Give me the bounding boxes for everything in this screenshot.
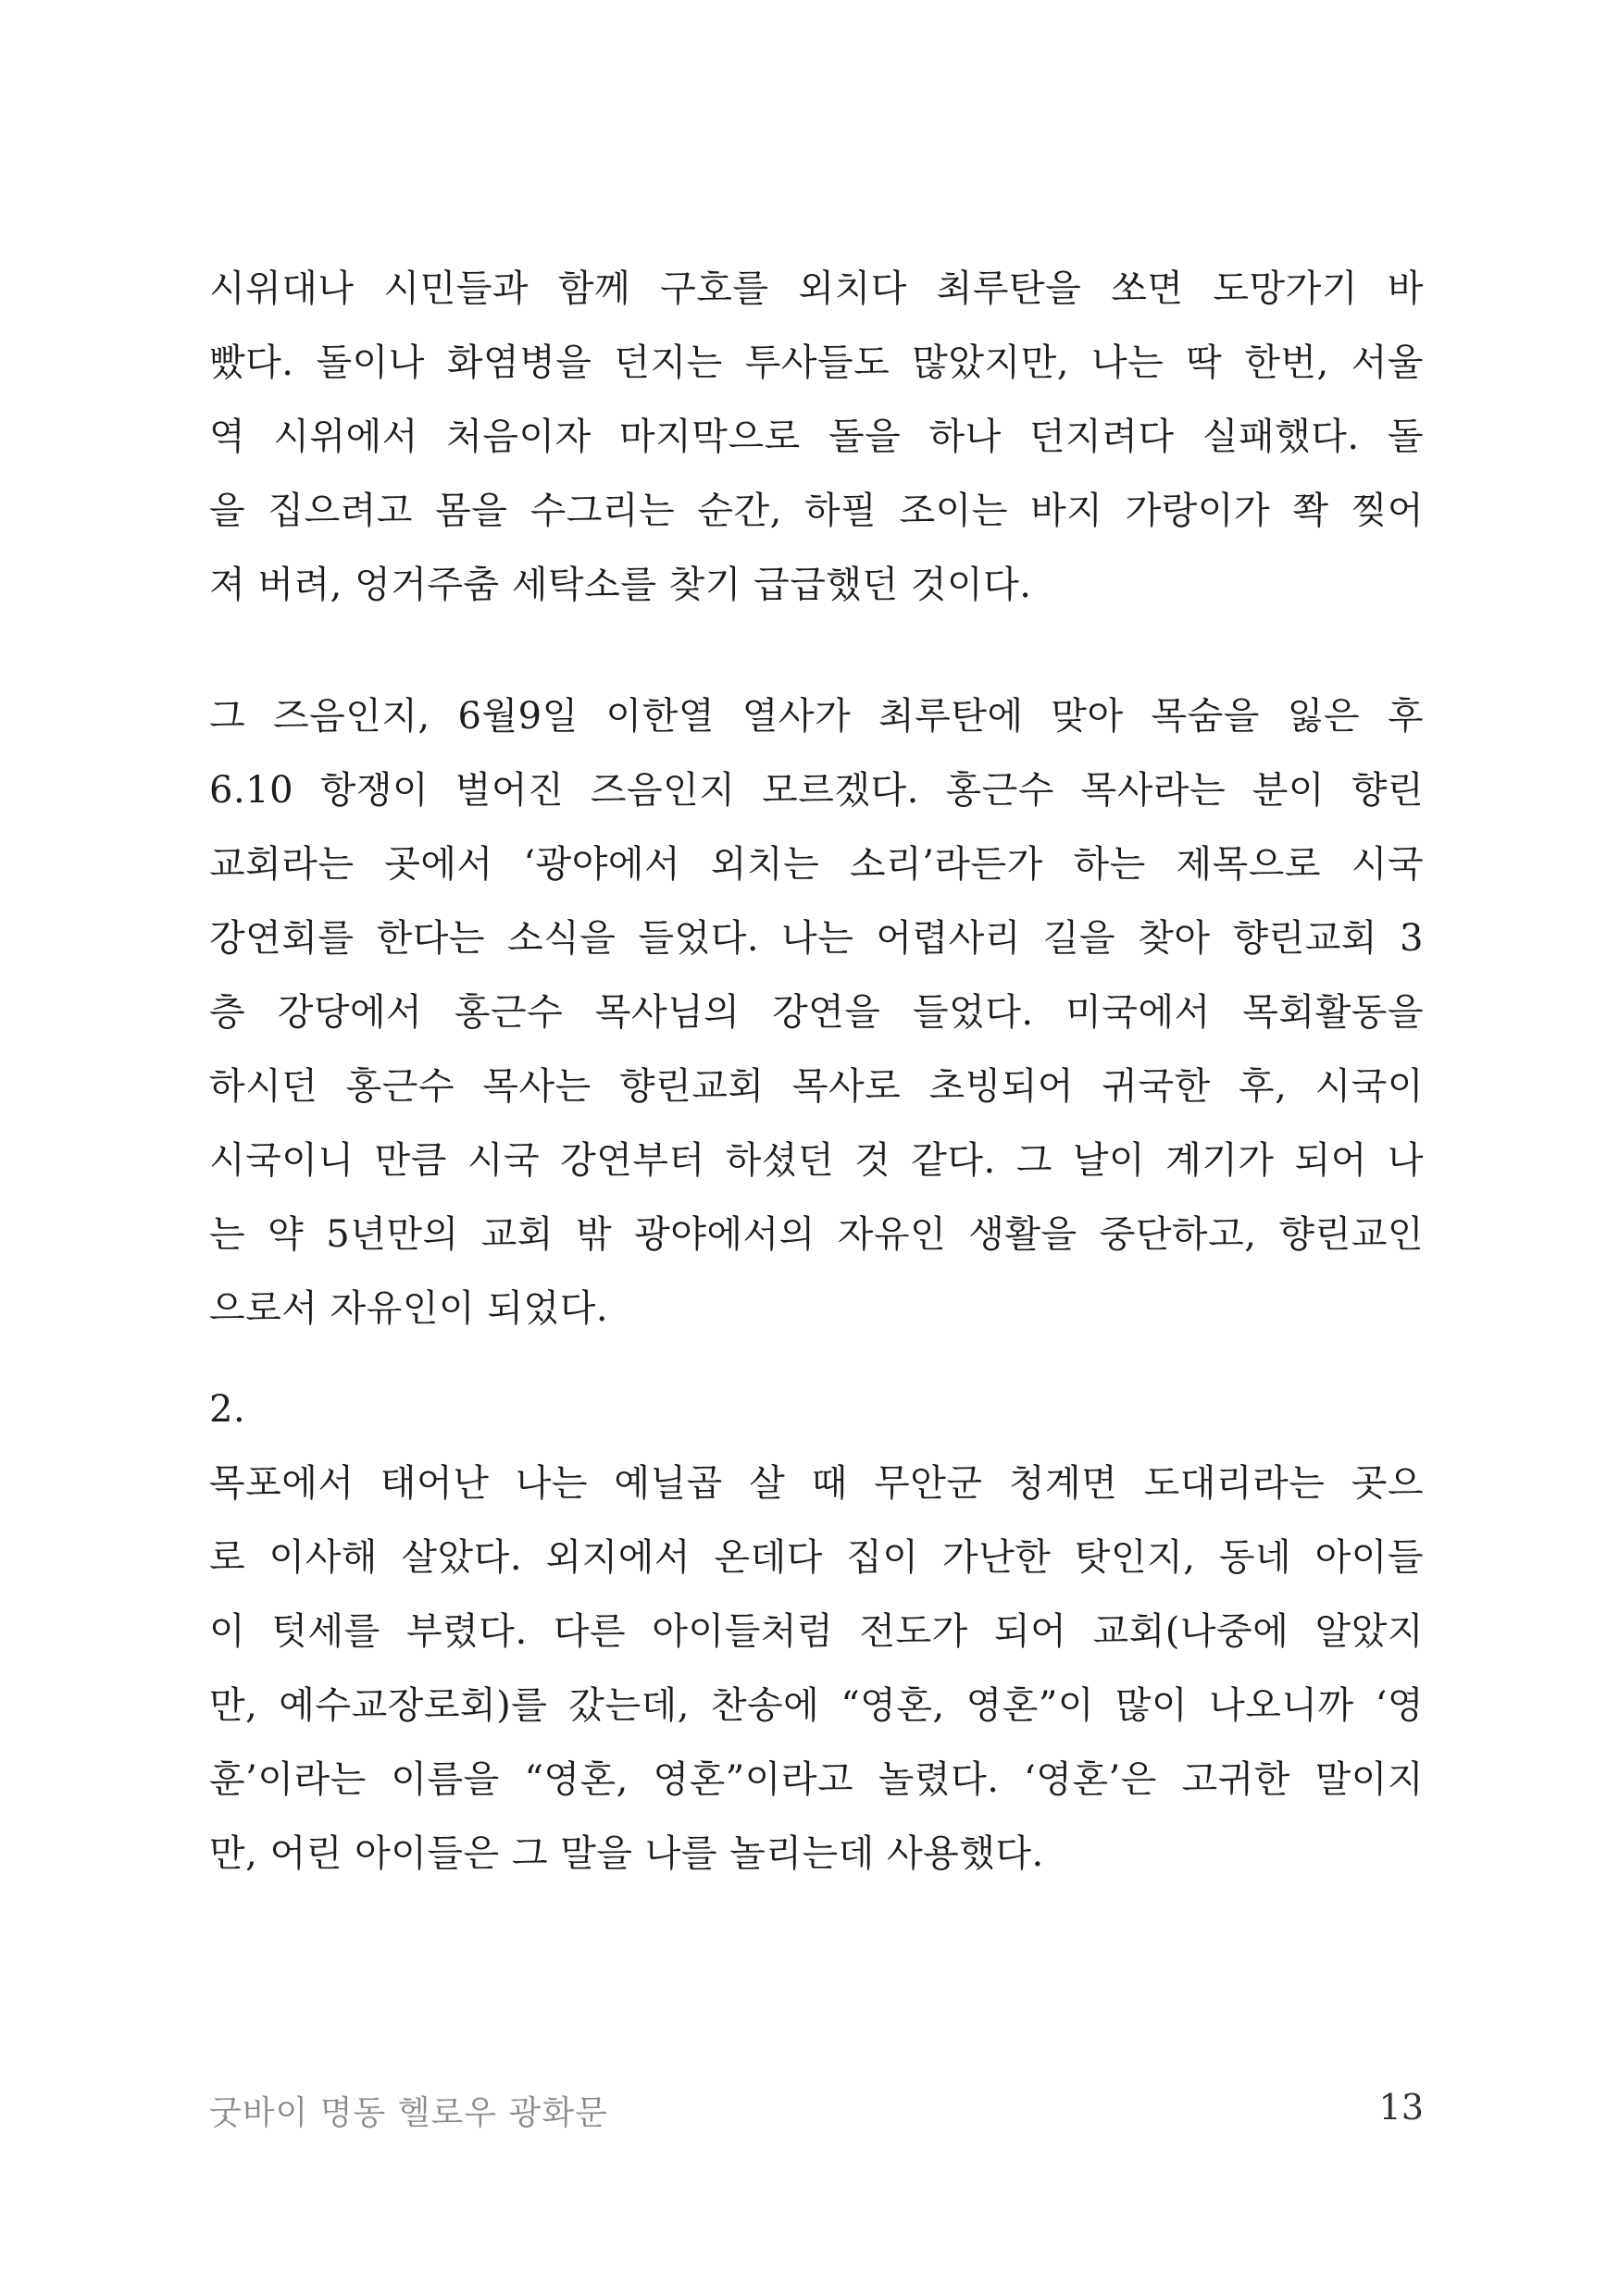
paragraph-line: 역 시위에서 처음이자 마지막으로 돌을 하나 던지려다 실패했다. 돌	[209, 416, 1424, 458]
paragraph-line: 목포에서 태어난 나는 예닐곱 살 때 무안군 청계면 도대리라는 곳으	[209, 1462, 1424, 1505]
paragraph-line: 으로서 자유인이 되었다.	[209, 1287, 609, 1330]
paragraph-line: 이 텃세를 부렸다. 다른 아이들처럼 전도가 되어 교회(나중에 알았지	[209, 1610, 1424, 1653]
paragraph-line: 시국이니 만큼 시국 강연부터 하셨던 것 같다. 그 날이 계기가 되어 나	[209, 1139, 1424, 1182]
paragraph-line: 층 강당에서 홍근수 목사님의 강연을 들었다. 미국에서 목회활동을	[209, 991, 1424, 1034]
paragraph-line: 하시던 홍근수 목사는 향린교회 목사로 초빙되어 귀국한 후, 시국이	[209, 1065, 1424, 1108]
paragraph-line: 빴다. 돌이나 화염병을 던지는 투사들도 많았지만, 나는 딱 한번, 서울	[209, 341, 1424, 384]
paragraph-line: 는 약 5년만의 교회 밖 광야에서의 자유인 생활을 중단하고, 향린교인	[209, 1213, 1424, 1256]
paragraph-1	[209, 268, 1424, 639]
paragraph-line: 져 버려, 엉거주춤 세탁소를 찾기 급급했던 것이다.	[209, 564, 1032, 606]
paragraph-line: 만, 예수교장로회)를 갔는데, 찬송에 “영혼, 영혼”이 많이 나오니까 ‘영	[209, 1684, 1424, 1727]
paragraph-line: 그 즈음인지, 6월9일 이한열 열사가 최루탄에 맞아 목숨을 잃은 후	[209, 695, 1424, 738]
paragraph-line: 을 집으려고 몸을 수그리는 순간, 하필 조이는 바지 가랑이가 쫙 찢어	[209, 490, 1424, 532]
page-footer	[209, 2087, 1424, 2131]
paragraph-line: 교회라는 곳에서 ‘광야에서 외치는 소리’라든가 하는 제목으로 시국	[209, 843, 1424, 886]
paragraph-line: 로 이사해 살았다. 외지에서 온데다 집이 가난한 탓인지, 동네 아이들	[209, 1536, 1424, 1579]
paragraph-3	[209, 1463, 1424, 1907]
page-number: 13	[1378, 2087, 1424, 2128]
paragraph-line: 강연회를 한다는 소식을 들었다. 나는 어렵사리 길을 찾아 향린교회 3	[209, 917, 1424, 960]
section-number: 2.	[209, 1388, 246, 1431]
paragraph-line: 훈’이라는 이름을 “영혼, 영혼”이라고 놀렸다. ‘영혼’은 고귀한 말이지	[209, 1758, 1424, 1801]
paragraph-line: 6.10 항쟁이 벌어진 즈음인지 모르겠다. 홍근수 목사라는 분이 향린	[209, 769, 1424, 812]
running-footer-title: 굿바이 명동 헬로우 광화문	[209, 2094, 608, 2132]
paragraph-line: 시위대나 시민들과 함께 구호를 외치다 최루탄을 쏘면 도망가기 바	[209, 267, 1424, 310]
section-number-block	[209, 1389, 1424, 1463]
paragraph-2	[209, 696, 1424, 1362]
paragraph-line: 만, 어린 아이들은 그 말을 나를 놀리는데 사용했다.	[209, 1832, 1044, 1875]
